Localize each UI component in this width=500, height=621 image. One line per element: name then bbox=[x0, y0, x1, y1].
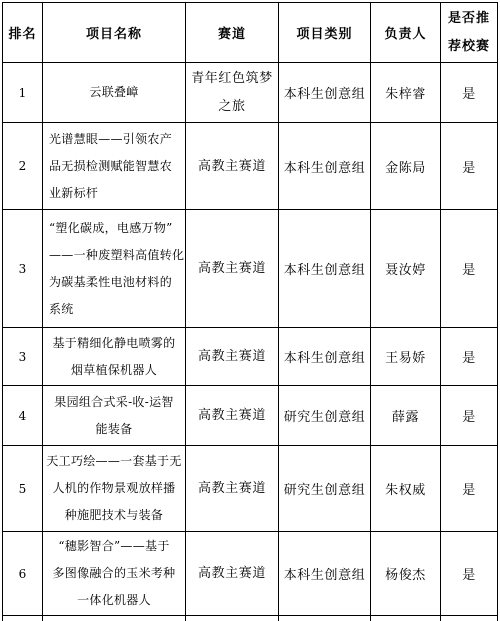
project-name-cell bbox=[43, 446, 186, 532]
project-name-cell bbox=[43, 63, 186, 123]
header-recommend-line: 是否推 bbox=[447, 10, 490, 26]
project-name-line: 果园组合式采-收-运智 bbox=[54, 394, 174, 409]
table-row bbox=[3, 210, 498, 328]
project-name-line: 光谱慧眼——引领农产 bbox=[49, 131, 173, 146]
header-project-name: 项目名称 bbox=[43, 3, 186, 63]
leader-cell: 聂汝婷 bbox=[371, 210, 441, 328]
rank-cell: 3 bbox=[3, 210, 43, 328]
rank-cell: 4 bbox=[3, 386, 43, 446]
project-name-line: 种施肥技术与装备 bbox=[64, 508, 164, 522]
rank-cell: 2 bbox=[3, 123, 43, 210]
project-name-line: 天工巧绘——一套基于无 bbox=[46, 454, 182, 468]
header-category: 项目类别 bbox=[279, 3, 371, 63]
project-name-line: 多图像融合的玉米考种 bbox=[52, 566, 176, 580]
project-name-line: 为碳基柔性电池材料的 bbox=[49, 274, 173, 289]
project-name-cell bbox=[43, 616, 186, 621]
recommend-cell: 是 bbox=[441, 386, 498, 446]
category-cell: 本科生创意组 bbox=[279, 532, 371, 616]
track-cell bbox=[186, 446, 279, 532]
track-cell bbox=[186, 63, 279, 123]
project-name-line: ——一种废塑料高值转化 bbox=[49, 247, 185, 262]
rank-cell: 1 bbox=[3, 63, 43, 123]
table-row bbox=[3, 386, 498, 446]
project-name-line: 基于精细化静电喷雾的 bbox=[52, 335, 176, 350]
track-line: 高教主赛道 bbox=[197, 481, 266, 496]
header-rank: 排名 bbox=[3, 3, 43, 63]
header-recommend-line: 荐校赛 bbox=[447, 38, 490, 54]
project-name-line: “塑化碳成，电感万物” bbox=[49, 220, 173, 235]
project-name-cell bbox=[43, 210, 186, 328]
track-line: 高教主赛道 bbox=[197, 566, 266, 581]
project-name-cell bbox=[43, 328, 186, 386]
leader-cell: 王易娇 bbox=[371, 328, 441, 386]
rank-cell bbox=[3, 616, 43, 621]
project-name-line: 能装备 bbox=[95, 421, 133, 436]
table-row-partial bbox=[3, 616, 498, 621]
project-name-cell bbox=[43, 532, 186, 616]
header-leader: 负责人 bbox=[371, 3, 441, 63]
project-name-line: 业新标杆 bbox=[49, 185, 99, 200]
track-line: 青年红色筑梦 bbox=[191, 70, 273, 86]
leader-cell: 杨俊杰 bbox=[371, 532, 441, 616]
recommend-cell: 是 bbox=[441, 328, 498, 386]
leader-cell: 薛露 bbox=[371, 386, 441, 446]
project-name-line: 品无损检测赋能智慧农 bbox=[49, 158, 173, 173]
track-line: 高教主赛道 bbox=[197, 349, 266, 364]
category-cell: 本科生创意组 bbox=[279, 63, 371, 123]
category-cell: 研究生创意组 bbox=[279, 386, 371, 446]
track-cell bbox=[186, 616, 279, 621]
category-cell: 本科生创意组 bbox=[279, 210, 371, 328]
table-row bbox=[3, 446, 498, 532]
project-name-line: 人机的作物景观放样播 bbox=[52, 481, 176, 495]
project-name-line: “穗影智合”——基于 bbox=[58, 539, 170, 553]
project-name-line: 系统 bbox=[49, 301, 74, 316]
leader-cell: 金陈局 bbox=[371, 123, 441, 210]
table-row bbox=[3, 328, 498, 386]
track-cell bbox=[186, 210, 279, 328]
recommend-cell bbox=[441, 616, 498, 621]
header-recommend bbox=[441, 3, 498, 63]
track-line: 之旅 bbox=[218, 98, 246, 114]
table-header-row bbox=[3, 3, 498, 63]
header-track: 赛道 bbox=[186, 3, 279, 63]
project-name-cell bbox=[43, 123, 186, 210]
table-row bbox=[3, 63, 498, 123]
table-row bbox=[3, 532, 498, 616]
leader-cell: 朱权威 bbox=[371, 446, 441, 532]
track-line: 高教主赛道 bbox=[197, 261, 266, 276]
project-name-line: 一体化机器人 bbox=[77, 593, 151, 607]
project-ranking-table bbox=[2, 2, 498, 621]
rank-cell: 3 bbox=[3, 328, 43, 386]
recommend-cell: 是 bbox=[441, 446, 498, 532]
track-cell bbox=[186, 532, 279, 616]
leader-cell bbox=[371, 616, 441, 621]
category-cell: 本科生创意组 bbox=[279, 328, 371, 386]
recommend-cell: 是 bbox=[441, 123, 498, 210]
recommend-cell: 是 bbox=[441, 63, 498, 123]
rank-cell: 5 bbox=[3, 446, 43, 532]
track-cell bbox=[186, 328, 279, 386]
category-cell: 研究生创意组 bbox=[279, 446, 371, 532]
table-row bbox=[3, 123, 498, 210]
category-cell bbox=[279, 616, 371, 621]
track-cell bbox=[186, 386, 279, 446]
rank-cell: 6 bbox=[3, 532, 43, 616]
track-line: 高教主赛道 bbox=[197, 408, 266, 423]
track-cell bbox=[186, 123, 279, 210]
leader-cell: 朱梓睿 bbox=[371, 63, 441, 123]
category-cell: 本科生创意组 bbox=[279, 123, 371, 210]
track-line: 高教主赛道 bbox=[197, 158, 266, 174]
project-name-line: 云联叠嶂 bbox=[89, 85, 139, 99]
recommend-cell: 是 bbox=[441, 532, 498, 616]
project-name-cell bbox=[43, 386, 186, 446]
recommend-cell: 是 bbox=[441, 210, 498, 328]
project-name-line: 烟草植保机器人 bbox=[70, 362, 158, 377]
